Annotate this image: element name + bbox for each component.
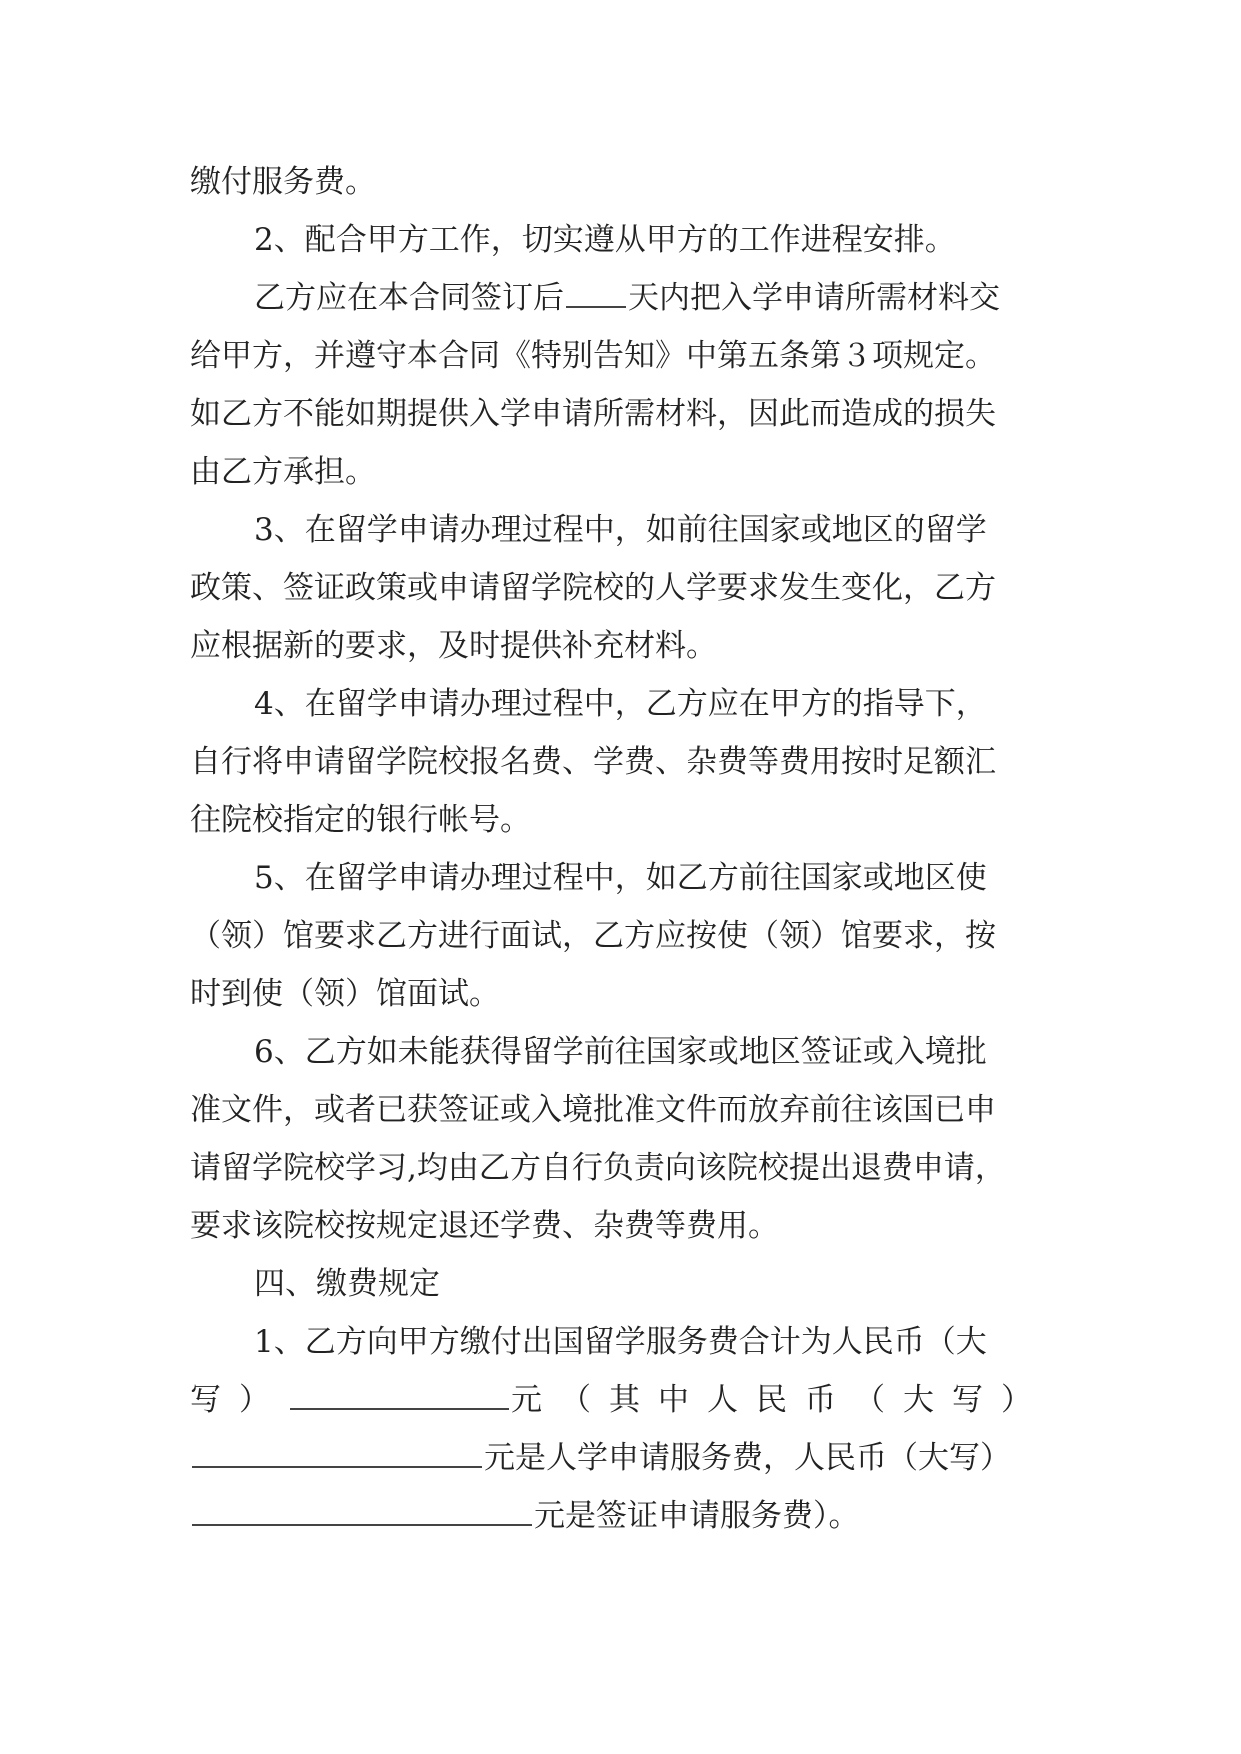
text-line: 缴付服务费。 xyxy=(190,164,376,200)
clause-5-heading: 5、在留学申请办理过程中，如乙方前往国家或地区使 xyxy=(254,860,987,896)
text-segment: 写） xyxy=(190,1382,288,1418)
text-line: 要求该院校按规定退还学费、杂费等费用。 xyxy=(190,1208,779,1244)
text-line: 由乙方承担。 xyxy=(190,454,376,490)
text-line: 时到使（领）馆面试。 xyxy=(190,976,500,1012)
fill-in-blank-days xyxy=(566,276,626,308)
text-line: 应根据新的要求，及时提供补充材料。 xyxy=(190,628,717,664)
text-line: 往院校指定的银行帐号。 xyxy=(190,802,531,838)
text-line: 准文件，或者已获签证或入境批准文件而放弃前往该国已申 xyxy=(190,1092,996,1128)
text-line xyxy=(254,276,1000,320)
fill-in-blank-total-fee xyxy=(290,1378,509,1410)
text-segment: 元（其中人民币（大写） xyxy=(511,1382,1050,1418)
text-line xyxy=(190,1494,860,1538)
fee-clause-1: 1、乙方向甲方缴付出国留学服务费合计为人民币（大 xyxy=(254,1324,987,1360)
text-line: （领）馆要求乙方进行面试，乙方应按使（领）馆要求，按 xyxy=(190,918,996,954)
fill-in-blank-visa-fee xyxy=(192,1494,532,1526)
text-segment: 乙方应在本合同签订后 xyxy=(254,280,564,316)
fill-in-blank-admission-fee xyxy=(192,1436,482,1468)
text-line: 如乙方不能如期提供入学申请所需材料，因此而造成的损失 xyxy=(190,396,996,432)
text-segment: 元是人学申请服务费，人民币（大写） xyxy=(484,1440,1011,1476)
clause-4-heading: 4、在留学申请办理过程中，乙方应在甲方的指导下， xyxy=(254,686,987,722)
section-4-heading: 四、缴费规定 xyxy=(254,1266,440,1302)
text-segment: 元是签证申请服务费）。 xyxy=(534,1498,860,1534)
clause-3-heading: 3、在留学申请办理过程中，如前往国家或地区的留学 xyxy=(254,512,987,548)
text-line xyxy=(190,1378,1050,1422)
text-line: 自行将申请留学院校报名费、学费、杂费等费用按时足额汇 xyxy=(190,744,996,780)
clause-2-heading: 2、配合甲方工作，切实遵从甲方的工作进程安排。 xyxy=(254,222,956,258)
text-line: 请留学院校学习,均由乙方自行负责向该院校提出退费申请， xyxy=(190,1150,1006,1186)
text-line: 政策、签证政策或申请留学院校的人学要求发生变化，乙方 xyxy=(190,570,996,606)
text-line xyxy=(190,1436,1011,1480)
text-line: 给甲方，并遵守本合同《特别告知》中第五条第３项规定。 xyxy=(190,338,996,374)
text-segment: 天内把入学申请所需材料交 xyxy=(628,280,1000,316)
clause-6-heading: 6、乙方如未能获得留学前往国家或地区签证或入境批 xyxy=(254,1034,987,1070)
